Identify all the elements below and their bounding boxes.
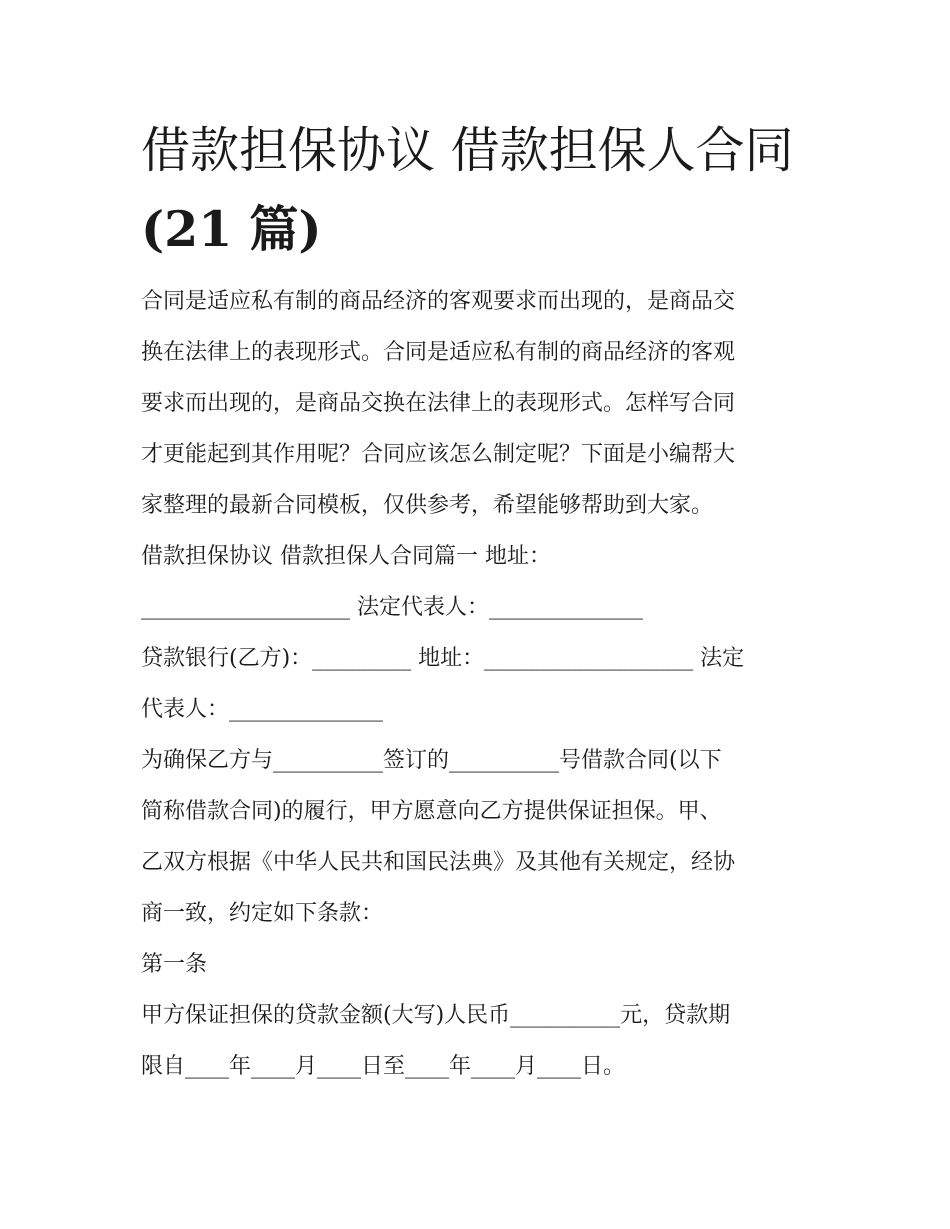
article-heading: 第一条 — [141, 952, 208, 977]
form-field-line: ___________________ 法定代表人：______________ — [141, 595, 643, 620]
body-line: 家整理的最新合同模板，仅供参考，希望能够帮助到大家。 — [141, 493, 714, 518]
document-body — [141, 276, 821, 1092]
body-line: 合同是适应私有制的商品经济的客观要求而出现的，是商品交 — [141, 289, 736, 314]
body-line: 商一致，约定如下条款： — [141, 901, 384, 926]
document-title — [141, 112, 841, 268]
section-heading: 借款担保协议 借款担保人合同篇一 地址： — [141, 544, 551, 569]
form-field-line: 贷款银行(乙方)：_________ 地址：___________________ 法定 — [141, 646, 745, 671]
title-line-1: 借款担保协议 借款担保人合同 — [141, 122, 794, 179]
body-line: 为确保乙方与__________签订的__________号借款合同(以下 — [141, 748, 722, 773]
body-line: 简称借款合同)的履行，甲方愿意向乙方提供保证担保。甲、 — [141, 799, 722, 824]
body-line: 甲方保证担保的贷款金额(大写)人民币__________元，贷款期 — [141, 1003, 731, 1028]
body-line: 要求而出现的，是商品交换在法律上的表现形式。怎样写合同 — [141, 391, 736, 416]
body-line: 限自____年____月____日至____年____月____日。 — [141, 1054, 626, 1079]
body-line: 乙双方根据《中华人民共和国民法典》及其他有关规定，经协 — [141, 850, 736, 875]
body-line: 换在法律上的表现形式。合同是适应私有制的商品经济的客观 — [141, 340, 736, 365]
form-field-line: 代表人：______________ — [141, 697, 384, 722]
body-line: 才更能起到其作用呢？合同应该怎么制定呢？下面是小编帮大 — [141, 442, 736, 467]
title-line-2: (21 篇) — [141, 200, 322, 258]
